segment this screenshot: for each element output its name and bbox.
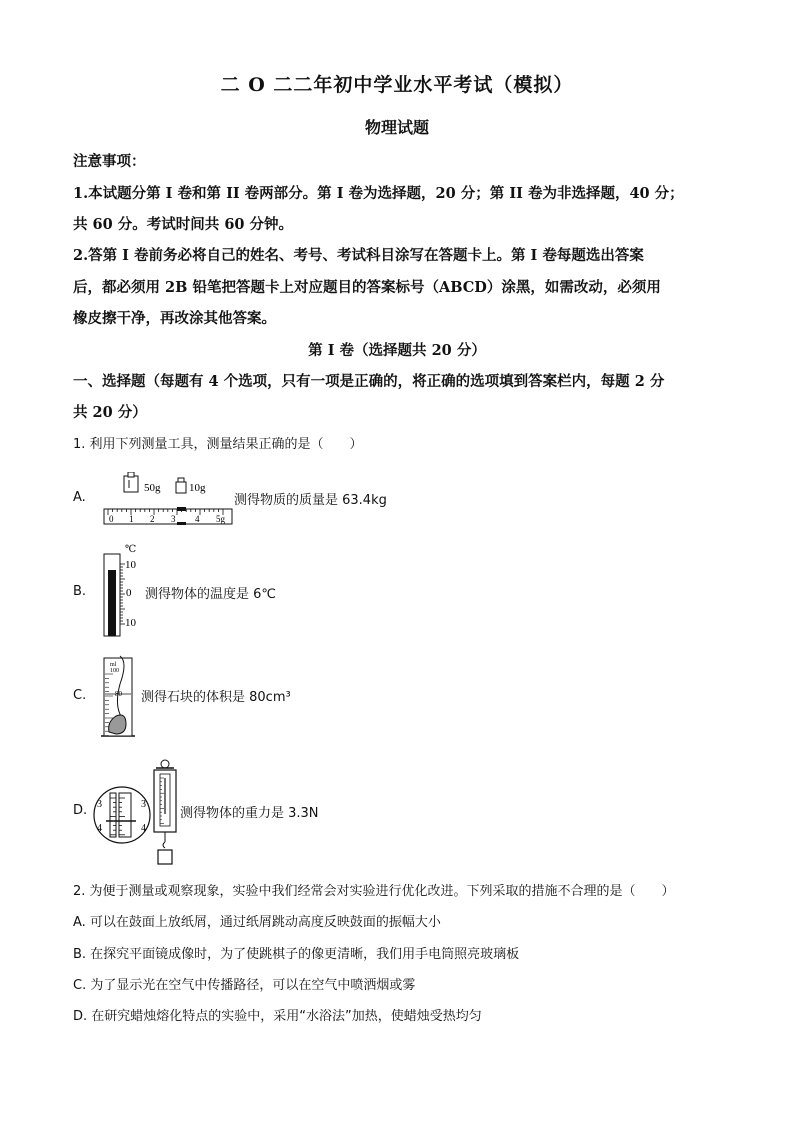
magnified-label-3: 3 xyxy=(141,799,146,810)
magnified-label-4: 4 xyxy=(97,823,102,834)
thermometer-ticks xyxy=(120,564,125,624)
thermometer-unit: ℃ xyxy=(125,544,137,555)
scale-label: 4 xyxy=(195,514,200,524)
exam-subtitle: 物理试题 xyxy=(364,118,429,137)
cylinder-mark-label: 80 xyxy=(115,690,122,698)
option-a-letter: A. xyxy=(73,490,86,505)
option-c-letter: C. xyxy=(73,688,87,703)
q2-option-b: B. 在探究平面镜成像时，为了使跳棋子的像更清晰，我们用手电筒照亮玻璃板 xyxy=(73,947,520,962)
graduated-cylinder-figure xyxy=(98,654,140,744)
weight-50g-label: 50g xyxy=(144,482,161,494)
thermometer-bottom-label: 10 xyxy=(125,617,136,629)
scale-label: 5g xyxy=(216,514,225,524)
section-heading-line-2: 共 20 分） xyxy=(73,404,147,421)
balance-scale-figure xyxy=(100,472,235,530)
thermometer-zero-label: 0 xyxy=(126,587,132,599)
scale-label: 0 xyxy=(109,514,114,524)
section-heading-line-1: 一、选择题（每题有 4 个选项，只有一项是正确的，将正确的选项填到答案栏内，每题 2 分 xyxy=(73,373,665,390)
scale-label: 1 xyxy=(129,514,134,524)
option-b-letter: B. xyxy=(73,584,87,599)
notice-line-1: 1.本试题分第 I 卷和第 II 卷两部分。第 I 卷为选择题，20 分；第 II 卷为非选择题，40 分； xyxy=(73,185,684,202)
question-2-stem: 2. 为便于测量或观察现象，实验中我们经常会对实验进行优化改进。下列采取的措施不合理的是（ ） xyxy=(73,884,675,899)
scale-label: 2 xyxy=(150,514,155,524)
q2-option-d: D. 在研究蜡烛熔化特点的实验中，采用“水浴法”加热，使蜡烛受热均匀 xyxy=(73,1009,482,1024)
spring-scale-figure xyxy=(92,758,182,870)
notice-line-5: 橡皮擦干净，再改涂其他答案。 xyxy=(73,310,276,327)
option-b-text: 测得物体的温度是 6℃ xyxy=(145,587,277,602)
weight-10g-label: 10g xyxy=(189,482,206,494)
q2-option-a: A. 可以在鼓面上放纸屑，通过纸屑跳动高度反映鼓面的振幅大小 xyxy=(73,915,441,930)
magnified-label-4: 4 xyxy=(141,823,146,834)
cylinder-unit: ml xyxy=(110,662,117,668)
hanging-weight xyxy=(158,850,172,864)
notice-line-2: 共 60 分。考试时间共 60 分钟。 xyxy=(73,216,294,233)
scale-label: 3 xyxy=(171,514,176,524)
thermometer-figure xyxy=(98,540,148,640)
exam-title: 二 O 二二年初中学业水平考试（模拟） xyxy=(220,74,574,96)
notice-line-3: 2.答第 I 卷前务必将自己的姓名、考号、考试科目涂写在答题卡上。第 I 卷每题选出答案 xyxy=(73,247,644,264)
q2-option-c: C. 为了显示光在空气中传播路径，可以在空气中喷洒烟或雾 xyxy=(73,978,416,993)
option-c-text: 测得石块的体积是 80cm³ xyxy=(141,690,291,705)
option-a-text: 测得物质的质量是 63.4kg xyxy=(234,493,387,508)
cylinder-top-label: 100 xyxy=(110,668,119,674)
option-d-letter: D. xyxy=(73,803,88,818)
notice-heading: 注意事项： xyxy=(73,153,146,170)
magnified-label-3: 3 xyxy=(97,799,102,810)
question-1-stem: 1. 利用下列测量工具，测量结果正确的是（ ） xyxy=(73,437,363,452)
thermometer-top-label: 10 xyxy=(125,559,136,571)
notice-line-4: 后，都必须用 2B 铅笔把答题卡上对应题目的答案标号（ABCD）涂黑，如需改动，必须用 xyxy=(73,279,661,296)
part1-heading: 第 I 卷（选择题共 20 分） xyxy=(308,342,486,359)
option-d-text: 测得物体的重力是 3.3N xyxy=(180,806,319,821)
